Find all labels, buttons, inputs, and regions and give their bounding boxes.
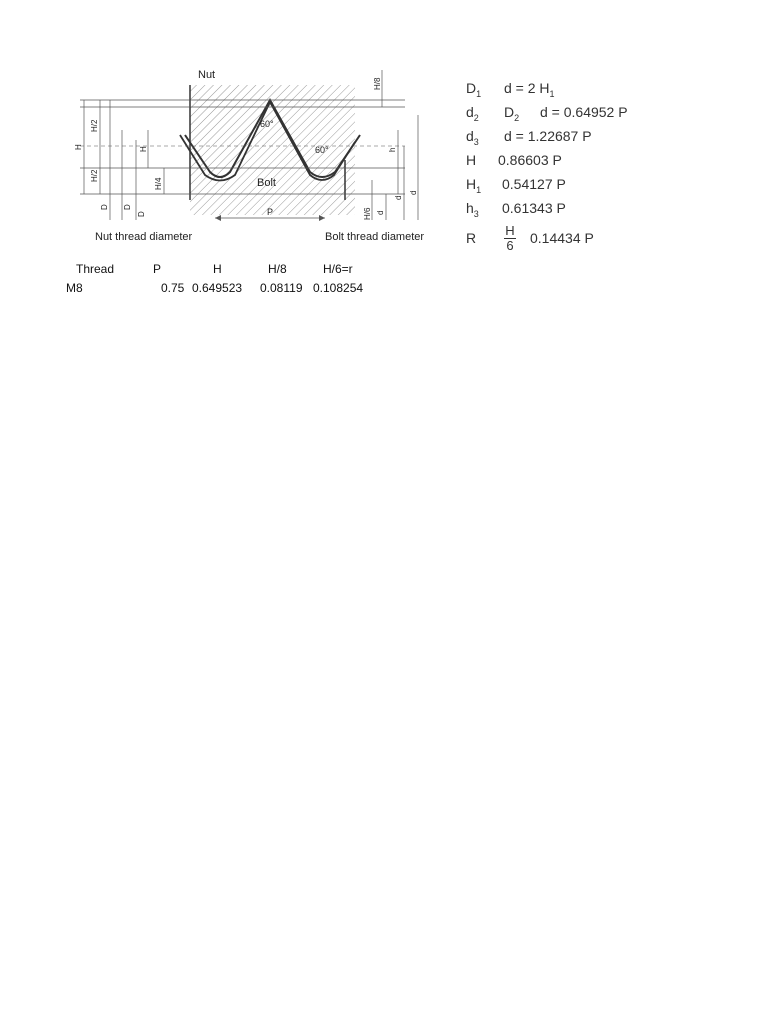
table-header-thread: Thread bbox=[76, 262, 115, 276]
formula-row-H1 bbox=[466, 176, 686, 200]
dim-label-d: d bbox=[409, 190, 418, 195]
formula-value: d = 1.22687 P bbox=[504, 128, 592, 144]
formula-value: d = 2 $H_1$ bbox=[504, 80, 555, 99]
pitch-arrow-right bbox=[319, 215, 325, 221]
table-header-h: H bbox=[213, 262, 222, 276]
dim-label-h3: h bbox=[388, 147, 397, 152]
formula-symbol: $H_1$ bbox=[466, 176, 482, 195]
formula-symbol: $d_3$ bbox=[466, 128, 479, 147]
thread-profile-diagram bbox=[60, 60, 460, 250]
angle-label-2: 60° bbox=[315, 145, 329, 155]
angle-label-1: 60° bbox=[260, 119, 274, 129]
bolt-label: Bolt bbox=[257, 177, 276, 189]
table-header-h6r: H/6=r bbox=[323, 262, 353, 276]
pitch-label: P bbox=[267, 207, 274, 217]
formula-fraction bbox=[504, 224, 516, 253]
dim-label-d2: d bbox=[394, 195, 403, 200]
formula-row-d3 bbox=[466, 128, 686, 152]
formula-row-D1 bbox=[466, 80, 686, 104]
dim-label-H6: H/6 bbox=[363, 207, 372, 220]
table-cell-p: 0.75 bbox=[161, 281, 185, 295]
table-cell-h: 0.649523 bbox=[192, 281, 243, 295]
dim-label-D: D bbox=[100, 204, 109, 210]
formula-symbol: $D_1$ bbox=[466, 80, 482, 99]
table-cell-h8: 0.08119 bbox=[260, 281, 303, 295]
formula-value: d = 0.64952 P bbox=[540, 104, 628, 120]
nut-label: Nut bbox=[198, 69, 216, 81]
formula-symbol: H bbox=[466, 152, 477, 168]
formula-mid: $D_2$ bbox=[504, 104, 520, 123]
dim-label-D2: D bbox=[123, 204, 132, 210]
dim-label-H2-bottom: H/2 bbox=[90, 169, 99, 182]
formula-row-H bbox=[466, 152, 686, 176]
table-header-h8: H/8 bbox=[268, 262, 287, 276]
formula-value: 0.86603 P bbox=[498, 152, 562, 168]
fraction-denominator: 6 bbox=[506, 238, 514, 253]
dim-label-d3: d bbox=[376, 210, 385, 215]
formula-row-R bbox=[466, 223, 686, 254]
dim-label-H8: H/8 bbox=[373, 77, 382, 90]
table-header-p: P bbox=[153, 262, 162, 276]
dim-label-H4: H/4 bbox=[154, 177, 163, 190]
pitch-arrow-left bbox=[215, 215, 221, 221]
formula-symbol: $d_2$ bbox=[466, 104, 479, 123]
formula-value: 0.14434 P bbox=[530, 230, 594, 246]
table-cell-thread: M8 bbox=[66, 281, 83, 295]
dim-label-H1: H bbox=[139, 146, 148, 152]
dim-label-D1: D bbox=[137, 211, 146, 217]
dim-label-H2-top: H/2 bbox=[90, 119, 99, 132]
formula-row-h3 bbox=[466, 200, 686, 224]
fraction-numerator: H bbox=[505, 223, 515, 238]
dim-label-H: H bbox=[74, 144, 83, 150]
formula-list bbox=[466, 80, 686, 254]
bolt-thread-diameter-label: Bolt thread diameter bbox=[325, 231, 425, 243]
formula-symbol: R bbox=[466, 230, 477, 246]
formula-value: 0.61343 P bbox=[502, 200, 566, 216]
table-cell-h6r: 0.108254 bbox=[313, 281, 364, 295]
formula-row-d2 bbox=[466, 104, 686, 128]
formula-value: 0.54127 P bbox=[502, 176, 566, 192]
nut-thread-diameter-label: Nut thread diameter bbox=[95, 231, 193, 243]
formula-symbol: $h_3$ bbox=[466, 200, 479, 219]
